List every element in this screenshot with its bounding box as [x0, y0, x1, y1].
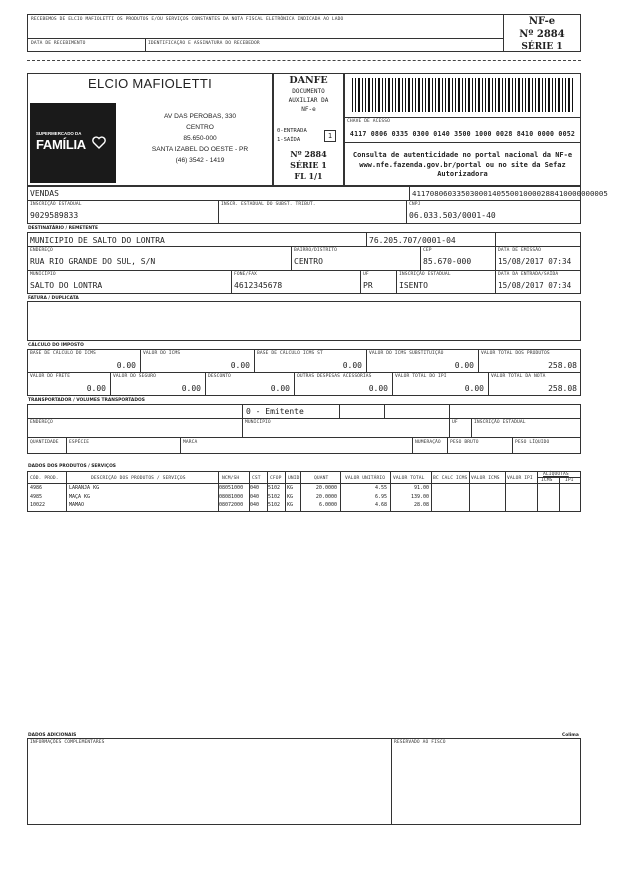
barcode-bar — [392, 78, 393, 112]
recipient-name: MUNICIPIO DE SALTO DO LONTRA — [30, 236, 165, 245]
barcode-bar — [455, 78, 456, 112]
logo-line2: FAMÍLIA — [36, 137, 86, 152]
icms-value: 0.00 — [230, 361, 250, 370]
base-st: 0.00 — [342, 361, 362, 370]
barcode-bar — [405, 78, 406, 112]
barcode — [352, 78, 573, 112]
barcode-bar — [478, 78, 480, 112]
table-column-divider — [431, 471, 432, 512]
freight-label: VALOR DO FRETE — [30, 374, 71, 379]
barcode-bar — [548, 78, 550, 112]
danfe-title: DANFE — [289, 75, 328, 86]
issue-date: 15/08/2017 07:34 — [498, 257, 572, 266]
cell-code: 4986 — [30, 485, 43, 491]
numbering-label: NUMERAÇÃO — [415, 440, 441, 445]
additional-section: DADOS ADICIONAIS — [28, 733, 77, 738]
danfe-series: SÉRIE 1 — [290, 160, 327, 170]
base-icms: 0.00 — [116, 361, 136, 370]
base-icms-label: BASE DE CÁLCULO DO ICMS — [30, 351, 96, 356]
cell-unit-price: 4.68 — [374, 502, 387, 508]
recipient-phone-label: FONE/FAX — [234, 272, 257, 277]
cell-cst: 040 — [250, 485, 260, 491]
discount-value: 0.00 — [270, 384, 290, 393]
barcode-bar — [558, 78, 560, 112]
protocol-number: 41170806033503000140550010000288410000000005 — [412, 189, 608, 198]
ie-st-label: INSCR. ESTADUAL DO SUBST. TRIBUT. — [221, 202, 316, 207]
transport-city-label: MUNICÍPIO — [245, 420, 271, 425]
transport-ie-label: INSCRIÇÃO ESTADUAL — [474, 420, 526, 425]
rates-divider — [537, 477, 581, 478]
note-total-label: VALOR TOTAL DA NOTA — [491, 374, 546, 379]
cell-ncm: 08081000 — [219, 493, 244, 500]
col-unit: UNID — [288, 476, 300, 481]
col-rate-icms: ICMS — [541, 478, 553, 483]
additional-box — [27, 738, 581, 825]
barcode-bar — [568, 78, 570, 112]
cell-code: 10022 — [30, 502, 46, 508]
col-cfop: CFOP — [270, 476, 282, 481]
barcode-bar — [408, 78, 410, 112]
barcode-bar — [462, 78, 463, 112]
col-v-icms: VALOR ICMS — [471, 476, 500, 481]
invoice-section: FATURA / DUPLICATA — [28, 296, 79, 301]
barcode-bar — [498, 78, 500, 112]
cell-qty: 6.0000 — [318, 502, 337, 508]
qty-label: QUANTIDADE — [30, 440, 59, 445]
products-total-label: VALOR TOTAL DOS PRODUTOS — [481, 351, 550, 356]
recipient-cnpj: 76.205.707/0001-04 — [369, 236, 456, 245]
net-weight-label: PESO LÍQUIDO — [515, 440, 550, 445]
col-bc-icms: BC CALC ICMS — [433, 476, 468, 481]
discount-label: DESCONTO — [208, 374, 231, 379]
exit-date-label: DATA DA ENTRADA/SAÍDA — [498, 272, 559, 277]
emitter-city: SANTA IZABEL DO OESTE - PR — [151, 146, 249, 153]
recipient-city-label: MUNICÍPIO — [30, 272, 56, 277]
barcode-bar — [415, 78, 416, 112]
barcode-bar — [535, 78, 536, 112]
additional-corner-label: Colima — [562, 733, 579, 738]
operation-nature: VENDAS — [30, 189, 59, 198]
icms-label: VALOR DO ICMS — [143, 351, 181, 356]
complementary-info-label: INFORMAÇÕES COMPLEMENTARES — [30, 740, 105, 745]
emitter-address: AV DAS PEROBAS, 330 — [163, 113, 237, 120]
recipient-district: CENTRO — [294, 257, 323, 266]
cell-cst: 040 — [250, 502, 260, 508]
recipient-section: DESTINATÁRIO / REMETENTE — [28, 226, 99, 231]
signature-label: IDENTIFICAÇÃO E ASSINATURA DO RECEBEDOR — [148, 41, 260, 46]
transport-box — [27, 404, 581, 454]
recipient-address-label: ENDEREÇO — [30, 248, 53, 253]
barcode-bar — [508, 78, 510, 112]
barcode-bar — [495, 78, 496, 112]
cnpj-label: CNPJ — [409, 202, 421, 207]
danfe-sub-2: AUXILIAR DA — [288, 97, 329, 104]
barcode-bar — [362, 78, 363, 112]
cell-cst: 040 — [250, 493, 260, 500]
cut-line — [27, 60, 581, 61]
freight-mode: 0 - Emitente — [246, 407, 304, 416]
stub-nfe-series: SÉRIE 1 — [521, 42, 563, 52]
issue-date-label: DATA DE EMISSÃO — [498, 248, 541, 253]
barcode-bar — [542, 78, 543, 112]
cell-description: MAMAO — [69, 502, 85, 508]
emitter-district: CENTRO — [186, 124, 214, 131]
cell-cfop: 5102 — [268, 502, 281, 508]
barcode-bar — [435, 78, 436, 112]
table-column-divider — [559, 477, 560, 512]
barcode-bar — [565, 78, 566, 112]
transport-uf-label: UF — [452, 420, 458, 425]
ipi-value: 0.00 — [464, 384, 484, 393]
col-code: CÓD. PROD. — [30, 476, 59, 481]
ie-value: 9029589833 — [30, 211, 79, 220]
barcode-bar — [352, 78, 353, 112]
transport-section: TRANSPORTADOR / VOLUMES TRANSPORTADOS — [28, 398, 145, 403]
barcode-bar — [358, 78, 360, 112]
barcode-bar — [522, 78, 523, 112]
tax-section: CÁLCULO DO IMPOSTO — [28, 343, 84, 348]
barcode-bar — [442, 78, 443, 112]
insurance-label: VALOR DO SEGURO — [113, 374, 156, 379]
recipient-district-label: BAIRRO/DISTRITO — [294, 248, 337, 253]
cell-description: LARANJA KG — [69, 485, 100, 491]
barcode-bar — [505, 78, 506, 112]
danfe-sub-1: DOCUMENTO — [292, 88, 325, 95]
table-column-divider — [66, 471, 67, 512]
barcode-bar — [388, 78, 390, 112]
recipient-address: RUA RIO GRANDE DO SUL, S/N — [30, 257, 156, 266]
barcode-bar — [485, 78, 486, 112]
freight-value: 0.00 — [86, 384, 106, 393]
other-expenses-label: OUTRAS DESPESAS ACESSÓRIAS — [297, 374, 372, 379]
recipient-phone: 4612345678 — [234, 281, 283, 290]
cell-unit-price: 6.95 — [374, 493, 387, 500]
col-unit-price: VALOR UNITÁRIO — [345, 476, 386, 481]
recipient-ie-label: INSCRIÇÃO ESTADUAL — [399, 272, 451, 277]
brand-label: MARCA — [183, 440, 198, 445]
barcode-bar — [468, 78, 470, 112]
cell-cfop: 5102 — [268, 493, 281, 500]
barcode-bar — [458, 78, 460, 112]
cell-unit: KG — [287, 485, 294, 491]
barcode-bar — [545, 78, 546, 112]
other-expenses: 0.00 — [368, 384, 388, 393]
barcode-bar — [518, 78, 520, 112]
barcode-bar — [555, 78, 556, 112]
col-ncm: NCM/SH — [222, 476, 240, 481]
barcode-bar — [538, 78, 540, 112]
col-cst: CST — [252, 476, 261, 481]
barcode-bar — [382, 78, 383, 112]
invoice-box — [27, 301, 581, 341]
emitter-phone: (46) 3542 - 1419 — [175, 157, 225, 164]
receipt-date-label: DATA DE RECEBIMENTO — [31, 41, 86, 46]
danfe-number: Nº 2884 — [290, 149, 327, 159]
products-section: DADOS DOS PRODUTOS / SERVIÇOS — [28, 464, 116, 469]
barcode-bar — [482, 78, 483, 112]
col-total: VALOR TOTAL — [393, 476, 425, 481]
table-column-divider — [469, 471, 470, 512]
barcode-bar — [412, 78, 413, 112]
icms-st: 0.00 — [454, 361, 474, 370]
insurance-value: 0.00 — [181, 384, 201, 393]
operation-type-box — [324, 130, 336, 142]
barcode-bar — [472, 78, 473, 112]
barcode-bar — [432, 78, 433, 112]
store-logo — [30, 103, 116, 183]
cell-qty: 20.0000 — [315, 493, 337, 500]
barcode-bar — [372, 78, 373, 112]
cell-unit-price: 4.55 — [374, 485, 387, 491]
col-v-ipi: VALOR IPI — [507, 476, 533, 481]
barcode-bar — [475, 78, 476, 112]
barcode-bar — [528, 78, 530, 112]
cell-total: 28.08 — [413, 502, 429, 508]
barcode-bar — [525, 78, 526, 112]
barcode-bar — [512, 78, 513, 112]
barcode-bar — [515, 78, 516, 112]
exit-label: 1-SAÍDA — [277, 137, 301, 143]
access-key-label: CHAVE DE ACESSO — [347, 119, 390, 124]
receipt-text: RECEBEMOS DE ELCIO MAFIOLETTI OS PRODUTOS E/OU SERVIÇOS CONSTANTES DA NOTA FISCAL ELETRÔNICA INDICADA AO LADO — [31, 17, 344, 22]
stub-nfe-number: Nº 2884 — [519, 29, 565, 40]
danfe-sheet: FL 1/1 — [294, 171, 323, 181]
barcode-bar — [502, 78, 503, 112]
table-column-divider — [285, 471, 286, 512]
barcode-bar — [425, 78, 426, 112]
cell-cfop: 5102 — [268, 485, 281, 491]
gross-weight-label: PESO BRUTO — [450, 440, 479, 445]
entry-label: 0-ENTRADA — [277, 128, 307, 134]
col-rates: ALÍQUOTAS — [543, 472, 569, 477]
note-total: 258.08 — [548, 384, 577, 393]
barcode-bar — [448, 78, 450, 112]
barcode-bar — [452, 78, 453, 112]
col-description: DESCRIÇÃO DOS PRODUTOS / SERVIÇOS — [91, 476, 186, 481]
consult-text: Consulta de autenticidade no portal nacional da NF-e www.nfe.fazenda.gov.br/portal ou no site da Sefaz Autorizadora — [352, 151, 573, 178]
ie-label: INSCRIÇÃO ESTADUAL — [30, 202, 82, 207]
barcode-bar — [438, 78, 440, 112]
cell-total: 139.00 — [410, 493, 429, 500]
barcode-bar — [355, 78, 356, 112]
barcode-bar — [418, 78, 420, 112]
barcode-bar — [562, 78, 563, 112]
stub-nfe-title: NF-e — [528, 16, 556, 27]
danfe-sub-3: NF-e — [301, 106, 316, 113]
barcode-bar — [445, 78, 446, 112]
recipient-ie: ISENTO — [399, 281, 428, 290]
cnpj-value: 06.033.503/0001-40 — [409, 211, 496, 220]
cell-ncm: 08051000 — [219, 485, 244, 491]
barcode-bar — [492, 78, 493, 112]
barcode-bar — [378, 78, 380, 112]
barcode-bar — [422, 78, 423, 112]
access-key-value: 4117 0806 0335 0300 0140 3500 1000 0028 8410 0000 0052 — [349, 130, 576, 138]
operation-type-value: 1 — [327, 132, 333, 140]
recipient-cep: 85.670-000 — [423, 257, 472, 266]
logo-line1: SUPERMERCADO DA — [36, 131, 82, 136]
transport-address-label: ENDEREÇO — [30, 420, 53, 425]
species-label: ESPÉCIE — [69, 440, 90, 445]
recipient-cep-label: CEP — [423, 248, 432, 253]
barcode-bar — [385, 78, 386, 112]
emitter-name: ELCIO MAFIOLETTI — [88, 76, 212, 91]
barcode-bar — [488, 78, 490, 112]
cell-code: 4985 — [30, 493, 43, 500]
fisco-label: RESERVADO AO FISCO — [394, 740, 446, 745]
barcode-bar — [572, 78, 573, 112]
cell-qty: 20.0000 — [315, 485, 337, 491]
barcode-bar — [368, 78, 370, 112]
col-qty: QUANT — [314, 476, 329, 481]
barcode-bar — [398, 78, 400, 112]
icms-st-label: VALOR DO ICMS SUBSTITUIÇÃO — [369, 351, 444, 356]
barcode-bar — [365, 78, 366, 112]
recipient-uf-label: UF — [363, 272, 369, 277]
heart-icon — [92, 136, 106, 149]
barcode-bar — [552, 78, 553, 112]
cell-ncm: 08072000 — [219, 502, 244, 508]
recipient-city: SALTO DO LONTRA — [30, 281, 103, 290]
barcode-bar — [465, 78, 466, 112]
cell-unit: KG — [287, 502, 294, 508]
barcode-bar — [375, 78, 376, 112]
emitter-zip: 85.650-000 — [183, 135, 217, 142]
cell-total: 91.00 — [413, 485, 429, 491]
products-total: 258.08 — [548, 361, 577, 370]
barcode-bar — [402, 78, 403, 112]
cell-unit: KG — [287, 493, 294, 500]
barcode-bar — [428, 78, 430, 112]
barcode-bar — [395, 78, 396, 112]
exit-date: 15/08/2017 07:34 — [498, 281, 572, 290]
barcode-bar — [532, 78, 533, 112]
table-column-divider — [505, 471, 506, 512]
col-rate-ipi: IPI — [565, 478, 574, 483]
base-st-label: BASE DE CÁLCULO ICMS ST — [257, 351, 323, 356]
ipi-label: VALOR TOTAL DO IPI — [395, 374, 447, 379]
recipient-uf: PR — [363, 281, 373, 290]
cell-description: MAÇA KG — [69, 493, 91, 500]
